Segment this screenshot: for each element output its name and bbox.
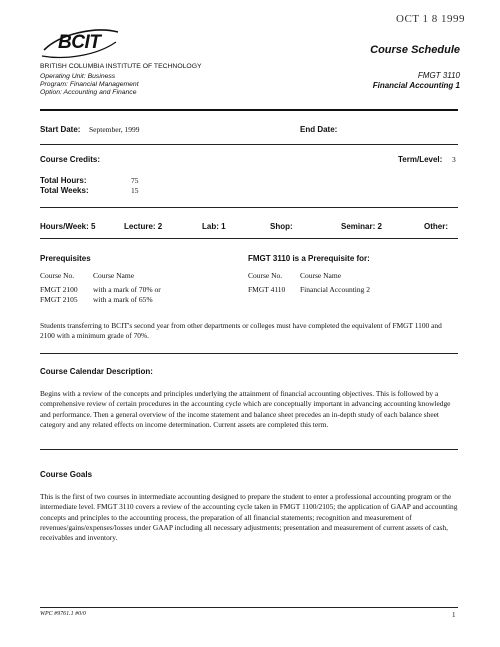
page-number: 1: [452, 611, 456, 619]
credits-rule: [40, 207, 458, 208]
course-code: FMGT 3110: [417, 71, 460, 80]
hours-per-week: Hours/Week: 5: [40, 222, 96, 231]
header-rule: [40, 109, 458, 111]
prereq-col-no: Course No.: [40, 271, 75, 280]
option: Option: Accounting and Finance: [40, 89, 137, 96]
footer-doc-id: WPC #9761.1 #0/0: [40, 611, 86, 617]
prereqfor-row-1-no: FMGT 4110: [248, 285, 286, 294]
prereq-row-2-name: with a mark of 65%: [93, 295, 153, 304]
prerequisite-for-title: FMGT 3110 is a Prerequisite for:: [248, 254, 370, 263]
transfer-note: Students transferring to BCIT's second year from other departments or colleges must have completed the equivalent of FMGT 1100 and 2100 with a minimum grade of 70%.: [40, 321, 442, 341]
start-date-label: Start Date:: [40, 125, 81, 134]
bcit-logo-text: BCIT: [58, 32, 101, 53]
total-hours-value: 75: [131, 176, 139, 185]
total-weeks-value: 15: [131, 186, 139, 195]
prereq-row-2-no: FMGT 2105: [40, 295, 78, 304]
bcit-logo: [40, 20, 120, 64]
institute-name: BRITISH COLUMBIA INSTITUTE OF TECHNOLOGY: [40, 63, 202, 70]
total-hours-label: Total Hours:: [40, 176, 87, 185]
footer-rule: [40, 607, 458, 608]
calendar-text: Begins with a review of the concepts and principles underlying the attainment of financial accounting objectives. This is followed by a comprehensive review of certain procedures in the accounting cycle which are conceptually important in advancing accounting knowledge and performance. Then a general overview of the income statement and balance sheet precedes an in-depth study of each balance sheet category and any related effects on income determination. Current assets are completed this term.: [40, 389, 451, 429]
shop-hours: Shop:: [270, 222, 293, 231]
course-credits-label: Course Credits:: [40, 155, 101, 164]
prereqfor-row-1-name: Financial Accounting 2: [300, 285, 370, 294]
prereq-row-1-name: with a mark of 70% or: [93, 285, 161, 294]
received-stamp: OCT 1 8 1999: [396, 13, 466, 25]
prereqfor-col-name: Course Name: [300, 271, 342, 280]
seminar-hours: Seminar: 2: [341, 222, 382, 231]
start-date-value: September, 1999: [89, 125, 140, 134]
prerequisites-title: Prerequisites: [40, 254, 91, 263]
other-hours: Other:: [424, 222, 448, 231]
term-level-label: Term/Level:: [398, 155, 443, 164]
lecture-hours: Lecture: 2: [124, 222, 163, 231]
goals-text: This is the first of two courses in intermediate accounting designed to prepare the student to enter a professional accounting program or the intermediate level. FMGT 3110 covers a review of the accounting cycle taken in FMGT 1100/2105; the application of GAAP and accounting concepts and principles to the accounting process, the preparation of all financial statements; recognition and measurement of revenues/gains/expenses/losses under GAAP including all necessary adjustments; presentation and measurement of current assets of cash, receivables and inventory.: [40, 492, 458, 543]
term-level-value: 3: [452, 155, 456, 164]
doc-title: Course Schedule: [370, 44, 460, 56]
prereq-col-name: Course Name: [93, 271, 135, 280]
program: Program: Financial Management: [40, 81, 139, 88]
prereq-rule: [40, 353, 458, 354]
end-date-label: End Date:: [300, 125, 338, 134]
date-rule: [40, 144, 458, 145]
hours-rule: [40, 238, 458, 239]
total-weeks-label: Total Weeks:: [40, 186, 89, 195]
calendar-rule: [40, 449, 458, 450]
operating-unit: Operating Unit: Business: [40, 73, 116, 80]
prereq-row-1-no: FMGT 2100: [40, 285, 78, 294]
calendar-title: Course Calendar Description:: [40, 367, 153, 376]
course-name: Financial Accounting 1: [372, 81, 460, 90]
goals-title: Course Goals: [40, 470, 93, 479]
prereqfor-col-no: Course No.: [248, 271, 283, 280]
lab-hours: Lab: 1: [202, 222, 226, 231]
